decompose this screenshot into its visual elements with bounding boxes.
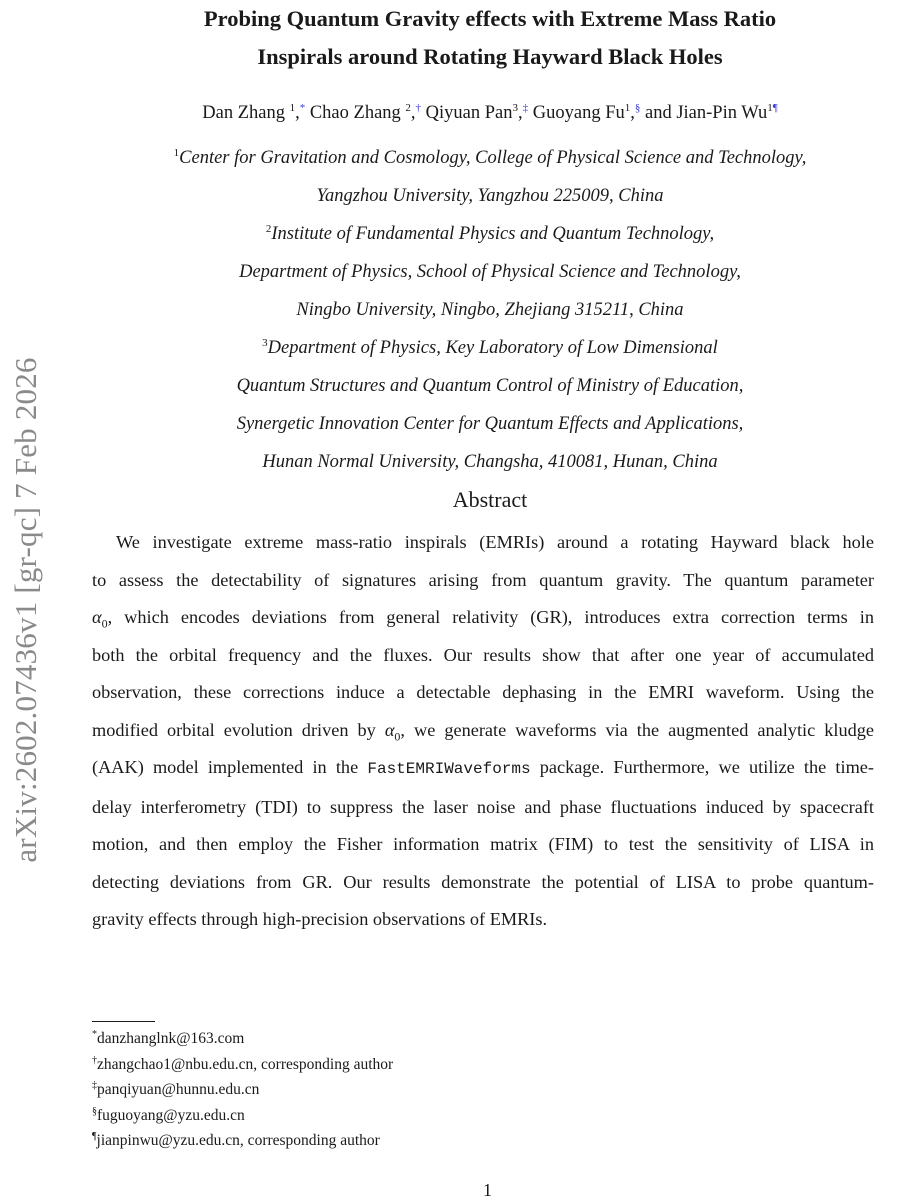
abstract-line: gravity effects through high-precision observations of EMRIs. xyxy=(92,909,548,929)
footnote-mark: † xyxy=(92,1054,97,1066)
footnote-text: panqiyuan@hunnu.edu.cn xyxy=(97,1081,260,1098)
separator: , xyxy=(295,103,300,123)
author-name: Chao Zhang xyxy=(309,103,406,123)
abstract-line: to assess the detectability of signatures arising from quantum gravity. The quantum parameter xyxy=(92,569,874,590)
affiliation-3-line-4: Hunan Normal University, Changsha, 410081, Hunan, China xyxy=(262,452,718,472)
affiliation-number: 3 xyxy=(512,102,518,114)
affiliation-number: 1 xyxy=(289,102,296,114)
footnote-item xyxy=(92,1128,393,1154)
footnote-item xyxy=(92,1103,393,1129)
abstract-line: motion, and then employ the Fisher information matrix (FIM) to test the sensitivity of LISA in xyxy=(92,834,874,854)
footnote-text: danzhanglnk@163.com xyxy=(97,1030,245,1047)
footnote-text: zhangchao1@nbu.edu.cn, corresponding author xyxy=(97,1055,394,1073)
abstract-heading: Abstract xyxy=(452,487,528,512)
abstract-body xyxy=(92,524,874,939)
affiliation-3-line-3: Synergetic Innovation Center for Quantum Effects and Applications, xyxy=(236,414,744,434)
affiliation-3-line-1 xyxy=(90,329,890,367)
abstract-line: We investigate extreme mass-ratio inspirals (EMRIs) around a rotating Hayward black hole xyxy=(116,532,874,552)
subscript: 0 xyxy=(394,729,401,744)
footnote-mark: § xyxy=(92,1105,97,1117)
affiliation-2-line-2: Department of Physics, School of Physical Science and Technology, xyxy=(239,262,741,282)
abstract-line: detecting deviations from GR. Our results demonstrate the potential of LISA to probe quantum- xyxy=(92,871,874,892)
abstract-line: delay interferometry (TDI) to suppress the laser noise and phase fluctuations induced by spacecraft xyxy=(92,796,874,817)
affiliations xyxy=(90,139,890,481)
abstract-text: package. Furthermore, we utilize the time- xyxy=(530,757,874,777)
footnote-link[interactable]: § xyxy=(634,102,641,114)
affiliation-number: 2 xyxy=(405,102,411,114)
affiliation-3-line-2: Quantum Structures and Quantum Control of Ministry of Education, xyxy=(236,376,744,396)
footnote-item xyxy=(92,1026,393,1052)
author-name: Guoyang Fu xyxy=(532,103,625,123)
author-list xyxy=(90,99,890,127)
abstract-line xyxy=(92,749,874,789)
footnote-link[interactable]: ‡ xyxy=(522,102,529,114)
abstract-line: both the orbital frequency and the fluxes. Our results show that after one year of accumulated xyxy=(92,644,874,665)
affiliation-number: 2 xyxy=(265,223,272,235)
affiliation-2-line-3: Ningbo University, Ningbo, Zhejiang 315211, China xyxy=(296,300,684,320)
affiliation-number: 3 xyxy=(262,337,268,349)
paper-title xyxy=(90,0,890,76)
package-name: FastEMRIWaveforms xyxy=(367,760,531,778)
separator: , xyxy=(410,103,416,123)
affiliation-number: 1 xyxy=(767,102,773,114)
affiliation-text: Center for Gravitation and Cosmology, College of Physical Science and Technology, xyxy=(179,148,807,168)
alpha-symbol: α xyxy=(92,607,102,627)
abstract-text: , we generate waveforms via the augmented analytic kludge xyxy=(400,719,874,740)
affiliation-1-line-2: Yangzhou University, Yangzhou 225009, China xyxy=(316,186,664,206)
footnote-divider xyxy=(92,1021,155,1022)
footnote-mark: * xyxy=(92,1029,97,1040)
footnote-mark: ¶ xyxy=(92,1131,97,1142)
footnote-item xyxy=(92,1077,393,1103)
abstract-text: modified orbital evolution driven by xyxy=(92,719,385,740)
author-name: Qiyuan Pan xyxy=(425,103,513,123)
alpha-symbol: α xyxy=(384,719,395,740)
affiliation-text: Department of Physics, Key Laboratory of Low Dimensional xyxy=(267,338,718,358)
affiliation-number: 1 xyxy=(624,102,631,114)
author-name: and Jian-Pin Wu xyxy=(645,103,768,123)
author-name: Dan Zhang xyxy=(202,103,290,123)
affiliation-text: Institute of Fundamental Physics and Quantum Technology, xyxy=(271,224,715,244)
abstract-line: observation, these corrections induce a detectable dephasing in the EMRI waveform. Using the xyxy=(92,682,874,702)
separator: , xyxy=(518,103,523,123)
footnotes xyxy=(92,1026,393,1154)
arxiv-identifier-stamp: arXiv:2602.07436v1 [gr-qc] 7 Feb 2026 xyxy=(8,357,43,863)
separator: , xyxy=(630,103,635,123)
abstract-text: , which encodes deviations from general relativity (GR), introduces extra correction terms in xyxy=(107,607,874,627)
abstract-line xyxy=(92,599,874,637)
footnote-mark: ‡ xyxy=(92,1080,97,1091)
footnote-text: fuguoyang@yzu.edu.cn xyxy=(97,1106,245,1124)
affiliation-2-line-1 xyxy=(90,215,890,253)
abstract-text: (AAK) model implemented in the xyxy=(92,757,368,777)
footnote-item xyxy=(92,1052,393,1078)
affiliation-1-line-1 xyxy=(90,139,890,177)
footnote-link[interactable]: * xyxy=(299,102,306,114)
affiliation-number: 1 xyxy=(173,147,180,159)
footnote-link[interactable]: † xyxy=(415,102,422,114)
footnote-text: jianpinwu@yzu.edu.cn, corresponding author xyxy=(96,1132,380,1149)
title-line-2: Inspirals around Rotating Hayward Black Holes xyxy=(257,44,723,69)
subscript: 0 xyxy=(101,616,108,631)
abstract-line xyxy=(92,712,874,750)
page-number: 1 xyxy=(483,1180,492,1200)
footnote-link[interactable]: ¶ xyxy=(772,102,778,114)
title-line-1: Probing Quantum Gravity effects with Extreme Mass Ratio xyxy=(203,6,777,31)
